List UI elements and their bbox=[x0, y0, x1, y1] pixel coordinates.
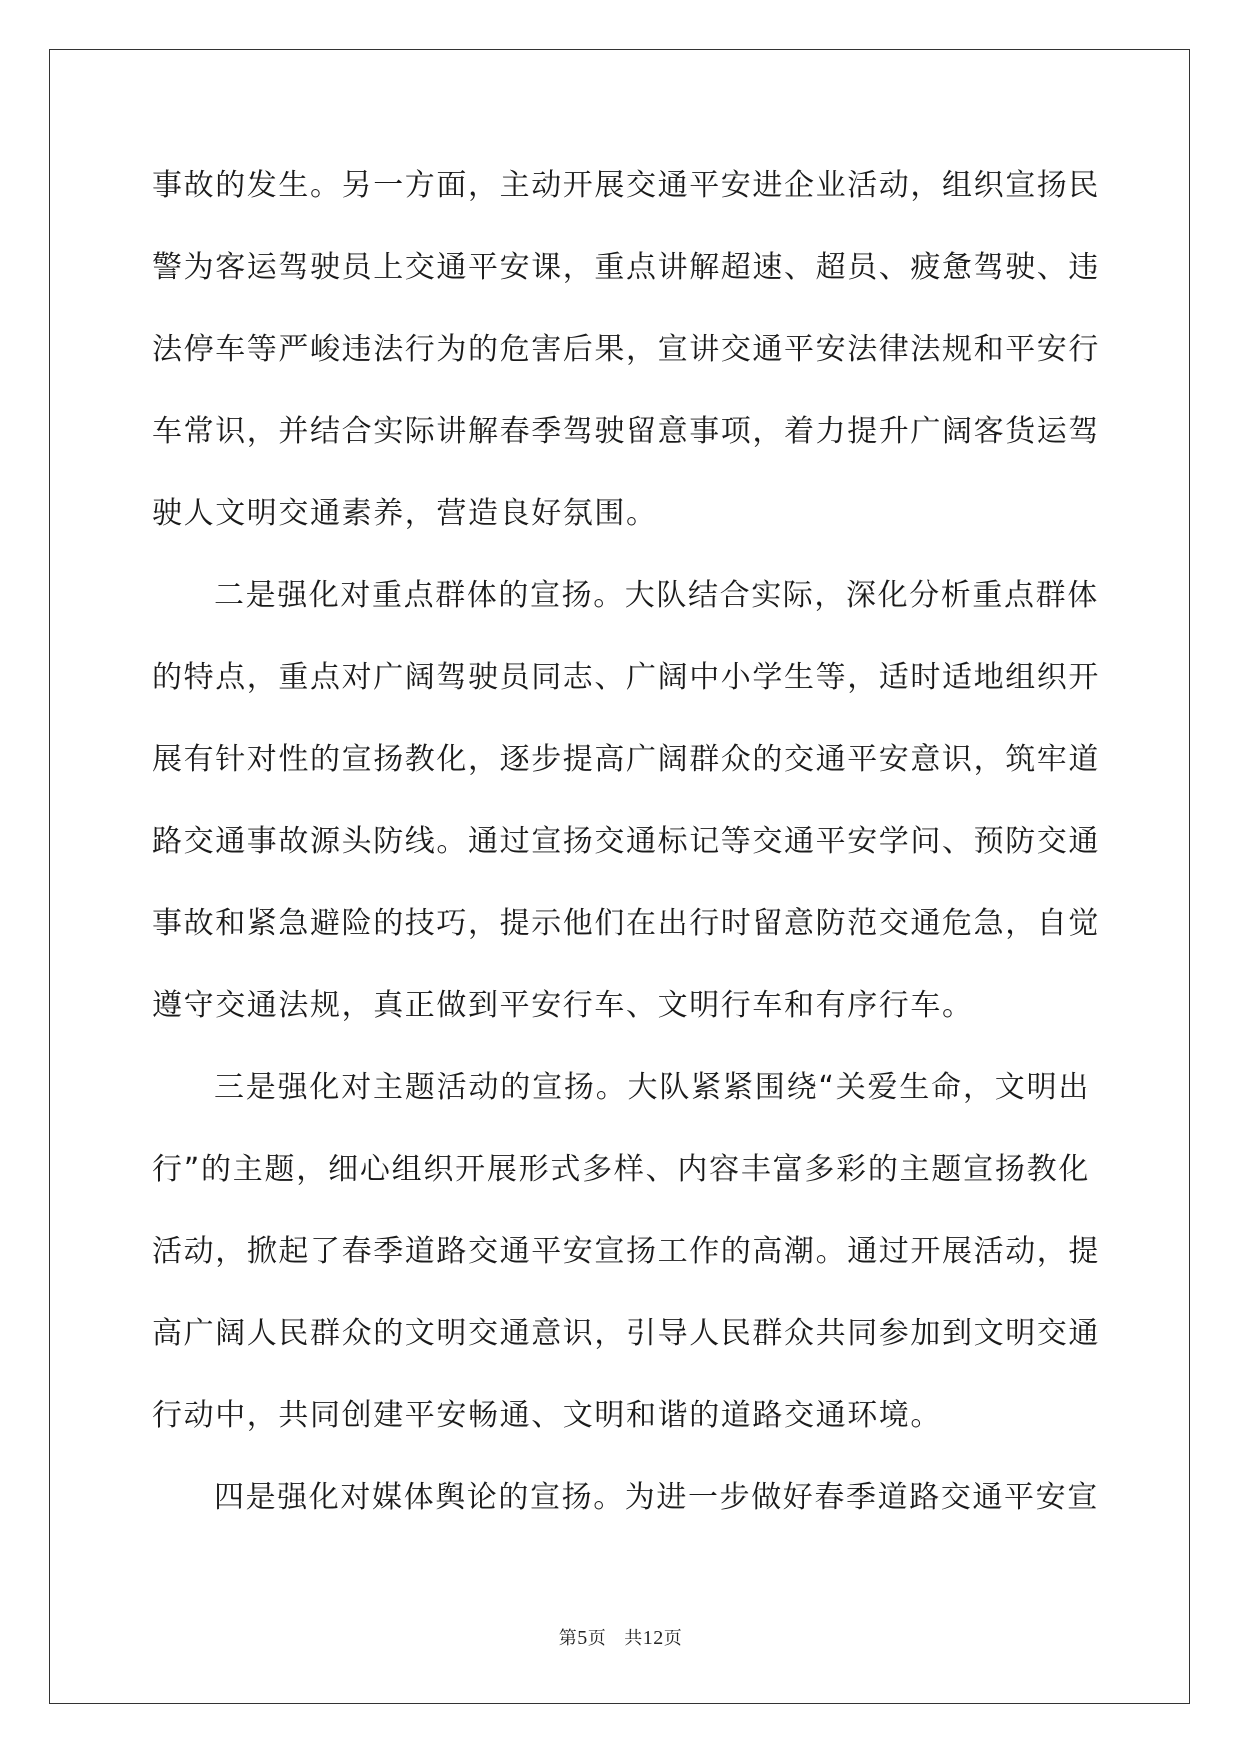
paragraph-start-line: 三是强化对主题活动的宣扬。大队紧紧围绕“关爱生命，文明出 bbox=[214, 1070, 1090, 1105]
page-number: 5 bbox=[577, 1627, 588, 1649]
body-line: 活动，掀起了春季道路交通平安宣扬工作的高潮。通过开展活动，提 bbox=[152, 1234, 1100, 1269]
body-line: 事故和紧急避险的技巧，提示他们在出行时留意防范交通危急，自觉 bbox=[152, 906, 1100, 941]
total-suffix: 页 bbox=[663, 1628, 683, 1649]
paragraph-start-line: 二是强化对重点群体的宣扬。大队结合实际，深化分析重点群体 bbox=[214, 578, 1099, 613]
body-line: 遵守交通法规，真正做到平安行车、文明行车和有序行车。 bbox=[152, 988, 974, 1023]
body-line: 法停车等严峻违法行为的危害后果，宣讲交通平安法律法规和平安行 bbox=[152, 332, 1100, 367]
total-pages: 12 bbox=[642, 1627, 664, 1649]
paragraph-start-line: 四是强化对媒体舆论的宣扬。为进一步做好春季道路交通平安宣 bbox=[214, 1480, 1099, 1515]
body-line: 行动中，共同创建平安畅通、文明和谐的道路交通环境。 bbox=[152, 1398, 942, 1433]
body-line: 行”的主题，细心组织开展形式多样、内容丰富多彩的主题宣扬教化 bbox=[152, 1152, 1090, 1187]
body-line: 展有针对性的宣扬教化，逐步提高广阔群众的交通平安意识，筑牢道 bbox=[152, 742, 1100, 777]
body-line: 车常识，并结合实际讲解春季驾驶留意事项，着力提升广阔客货运驾 bbox=[152, 414, 1100, 449]
page-prefix: 第 bbox=[558, 1628, 578, 1649]
body-line: 路交通事故源头防线。通过宣扬交通标记等交通平安学问、预防交通 bbox=[152, 824, 1100, 859]
body-line: 警为客运驾驶员上交通平安课，重点讲解超速、超员、疲惫驾驶、违 bbox=[152, 250, 1100, 285]
body-line: 驶人文明交通素养，营造良好氛围。 bbox=[152, 496, 658, 531]
body-line: 事故的发生。另一方面，主动开展交通平安进企业活动，组织宣扬民 bbox=[152, 168, 1100, 203]
document-body bbox=[152, 160, 1100, 1554]
page-footer bbox=[0, 1624, 1241, 1650]
total-prefix: 共 bbox=[624, 1628, 643, 1649]
body-line: 的特点，重点对广阔驾驶员同志、广阔中小学生等，适时适地组织开 bbox=[152, 660, 1100, 695]
body-line: 高广阔人民群众的文明交通意识，引导人民群众共同参加到文明交通 bbox=[152, 1316, 1100, 1351]
page-suffix: 页 bbox=[587, 1628, 607, 1649]
